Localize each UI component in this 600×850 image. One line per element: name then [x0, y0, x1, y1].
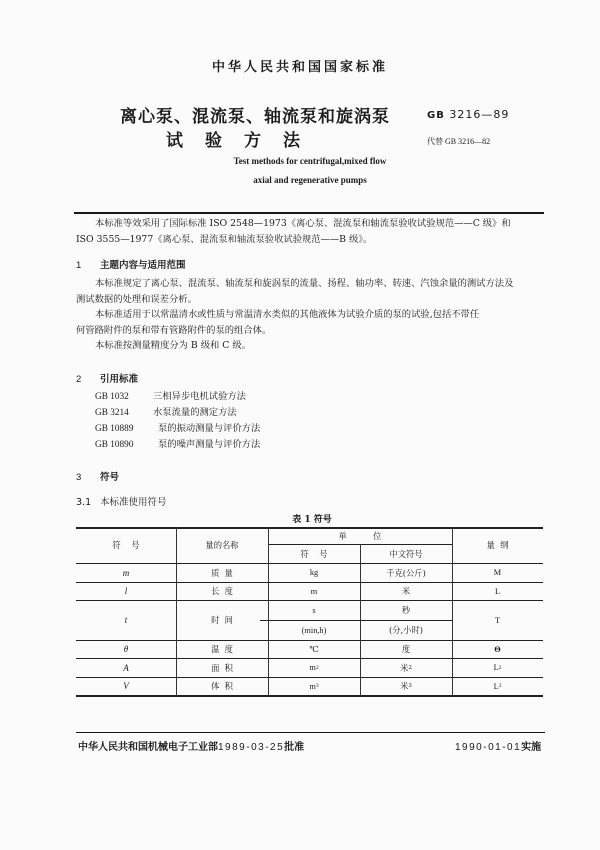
paragraph-line: 本标准规定了离心泵、混流泵、轴流泵和旋涡泵的流量、扬程、轴功率、转速、汽蚀余量的测试方法及 — [95, 278, 514, 289]
reference-item — [95, 405, 260, 421]
section-title: 引用标准 — [100, 374, 139, 385]
table-caption: 表 1 符号 — [292, 515, 332, 525]
section-number: 2 — [76, 374, 82, 385]
cell-dimension: L 2 — [493, 663, 502, 672]
reference-code: GB 10890 — [95, 440, 134, 450]
header-divider — [74, 212, 544, 214]
section-title: 符号 — [100, 472, 120, 483]
unit-base: m — [309, 681, 316, 691]
cell-name: 长 度 — [211, 586, 233, 596]
approval-label: 批准 — [284, 742, 305, 753]
english-title-line2: axial and regenerative pumps — [253, 175, 367, 185]
paragraph-line: 何管路附件的泵和带有管路附件的泵的组合体。 — [76, 324, 272, 336]
document-title-line2: 试验方法 — [166, 131, 322, 151]
cell-unit-symbol: m — [310, 586, 318, 596]
reference-item — [95, 389, 260, 405]
cell-symbol: t — [124, 615, 128, 625]
section-1-body — [76, 276, 513, 354]
english-title: Test methods for centrifugal,mixed flow — [233, 156, 387, 166]
cell-symbol: l — [124, 586, 128, 596]
cell-unit-chinese: 米 — [401, 586, 411, 596]
cell-dimension: T — [494, 615, 501, 625]
reference-item — [95, 437, 260, 453]
table-bottom-border — [76, 695, 543, 697]
cell-unit-chinese: 米 3 — [400, 681, 412, 691]
reference-title: 三相异步电机试验方法 — [153, 391, 246, 402]
paragraph-line: 本标准按测量精度分为 B 级和 C 级。 — [95, 340, 251, 351]
approval-line — [78, 738, 304, 753]
cell-name: 体 积 — [211, 681, 233, 691]
cell-name: 时 间 — [211, 615, 233, 625]
dimension-base: L — [493, 663, 499, 672]
cell-unit-chinese: 秒 — [401, 605, 411, 615]
cell-name: 面 积 — [211, 662, 233, 673]
header-unit-chinese: 中文符号 — [389, 548, 423, 559]
cell-symbol: V — [123, 681, 129, 691]
unit-base: 米 — [400, 681, 409, 691]
cell-name: 温 度 — [211, 644, 233, 654]
cell-dimension: M — [493, 568, 502, 577]
standard-prefix: GB — [427, 110, 445, 121]
cell-unit-symbol-alt: (min,h) — [301, 625, 327, 635]
cell-unit-symbol: m 2 — [309, 663, 319, 672]
cell-unit-chinese-alt: (分,小时) — [388, 625, 423, 635]
cell-symbol: θ — [123, 644, 129, 654]
cell-symbol: A — [123, 662, 129, 673]
approval-date: 1989-03-25 — [218, 742, 285, 753]
header-unit: 单 位 — [338, 530, 382, 541]
cell-unit-chinese: 度 — [401, 644, 411, 654]
reference-list — [95, 389, 260, 453]
replaces-standard: 代替 GB 3216—82 — [427, 137, 491, 146]
paragraph-line: 本标准适用于以常温清水或性质与常温清水类似的其他液体为试验介质的泵的试验,包括不带任 — [95, 309, 480, 320]
section-2-heading — [76, 371, 138, 385]
dimension-base: L — [493, 681, 499, 691]
header-symbol: 符 号 — [112, 540, 140, 550]
cell-dimension: L 3 — [493, 681, 502, 691]
cell-unit-chinese: 千克(公斤) — [386, 567, 426, 578]
symbol-table — [76, 527, 543, 695]
header-quantity-name: 量的名称 — [205, 540, 239, 550]
unit-base: 米 — [400, 662, 409, 673]
national-standard-label: 中华人民共和国国家标准 — [211, 60, 388, 75]
cell-unit-chinese: 米 2 — [400, 662, 412, 673]
section-number: 1 — [76, 260, 82, 271]
cell-dimension: L — [494, 586, 501, 596]
paragraph-line: 测试数据的处理和误差分析。 — [76, 293, 197, 305]
document-title: 离心泵、混流泵、轴流泵和旋涡泵 — [120, 107, 390, 127]
header-dimension: 量 纲 — [486, 540, 509, 550]
reference-item — [95, 421, 260, 437]
subsection-3-1-heading — [76, 494, 167, 508]
section-title: 主题内容与适用范围 — [100, 260, 186, 271]
reference-code: GB 10889 — [95, 424, 134, 434]
effective-label: 实施 — [521, 742, 542, 753]
intro-line: ISO 3555—1977《离心泵、混流泵和轴流泵验收试验规范——B 级》。 — [76, 233, 373, 245]
section-number: 3 — [76, 472, 82, 483]
effective-date: 1990-01-01 — [455, 742, 522, 753]
intro-paragraph — [76, 216, 511, 247]
cell-name: 质 量 — [211, 567, 233, 578]
standard-code: 3216—89 — [449, 108, 510, 121]
reference-title: 泵的振动测量与评价方法 — [158, 423, 261, 434]
effective-line — [455, 738, 541, 753]
cell-unit-symbol: s — [312, 605, 316, 615]
reference-title: 水泵流量的测定方法 — [153, 407, 237, 418]
cell-symbol: m — [122, 567, 130, 578]
section-3-heading — [76, 469, 119, 483]
cell-dimension: Θ — [494, 644, 501, 654]
header-unit-symbol: 符 号 — [300, 548, 328, 559]
issuing-authority: 中华人民共和国机械电子工业部 — [78, 742, 218, 753]
subsection-number: 3.1 — [76, 497, 92, 508]
subsection-title: 本标准使用符号 — [100, 497, 167, 508]
cell-unit-symbol: kg — [309, 568, 319, 577]
standard-number — [427, 108, 509, 121]
reference-title: 泵的噪声测量与评价方法 — [158, 439, 261, 450]
cell-unit-symbol: m 3 — [309, 681, 319, 691]
unit-base: m — [309, 663, 316, 672]
reference-code: GB 3214 — [95, 408, 129, 418]
reference-code: GB 1032 — [95, 392, 129, 402]
section-1-heading — [76, 257, 186, 271]
intro-line: 本标准等效采用了国际标准 ISO 2548—1973《离心泵、混流泵和轴流泵验收试验规范——C 级》和 — [95, 218, 511, 229]
footer-divider — [76, 732, 545, 733]
cell-unit-symbol: ℃ — [309, 644, 319, 654]
